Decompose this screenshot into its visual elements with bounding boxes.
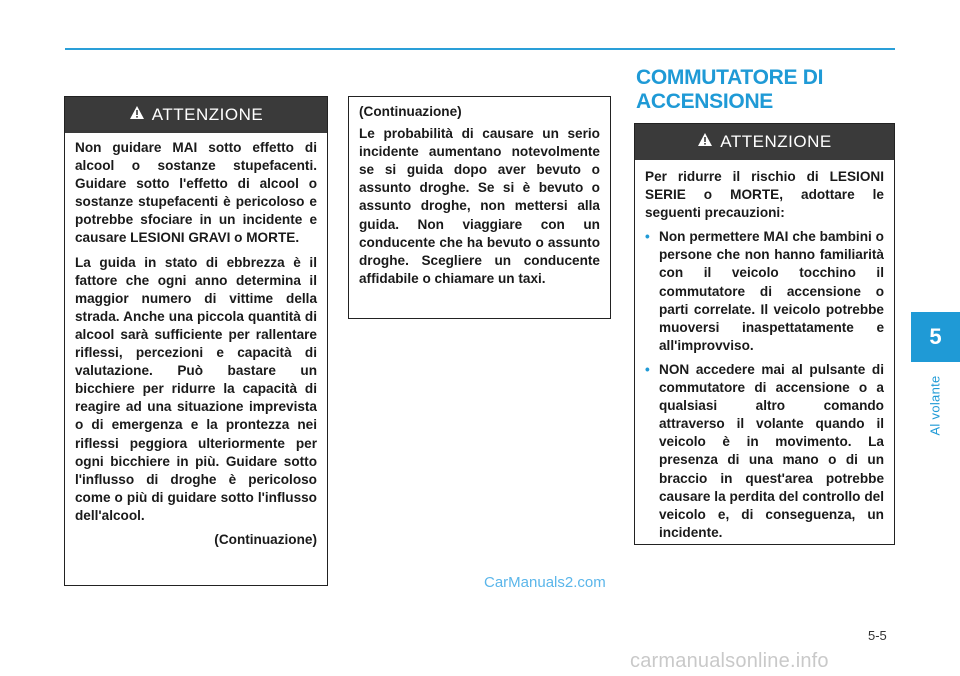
top-rule xyxy=(65,48,895,50)
list-item: • NON accedere mai al pulsante di commutatore di accensione o a qualsiasi altro comando attraverso il volante quando il veicolo è in movimento. La presenza di una mano o di un braccio in quest'area potrebbe causare la perdita del controllo del veicolo e, di conseguenza, un incidente. xyxy=(645,361,884,542)
page-number: 5-5 xyxy=(868,628,887,643)
chapter-label-text: Al volante xyxy=(927,374,943,436)
chapter-tab: 5 xyxy=(911,312,960,362)
warning-triangle-icon xyxy=(697,132,713,152)
warning-box-alcohol xyxy=(64,96,328,586)
section-title-line-1: COMMUTATORE DI xyxy=(636,66,824,89)
precautions-list xyxy=(645,228,884,542)
warning-header-label: ATTENZIONE xyxy=(720,132,832,151)
list-item: • Non permettere MAI che bambini o persone che non hanno familiarità con il veicolo tocchino il commutatore di accensione o parti correlate. Il veicolo potrebbe muoversi inaspettatamente e all'improvviso. xyxy=(645,228,884,355)
watermark-carmanualsonline: carmanualsonline.info xyxy=(630,650,829,672)
watermark-carmanuals2-text: CarManuals2.com xyxy=(484,574,606,591)
warning-box-ignition xyxy=(634,123,895,545)
continued-note: (Continuazione) xyxy=(214,531,317,547)
warning-header xyxy=(65,97,327,133)
warning-intro: Per ridurre il rischio di LESIONI SERIE o MORTE, adottare le seguenti precauzioni: xyxy=(645,169,884,221)
section-title xyxy=(636,66,823,114)
continued-text: Le probabilità di causare un serio incidente aumentano notevolmente se si guida dopo aver bevuto o assunto droghe. Se si è bevuto o assunto droghe, non mettersi alla guida. Non viaggiare con un conducente che ha bevuto o assunto droghe. Scegliere un conducente affidabile o chiamare un taxi. xyxy=(359,126,600,286)
warning-paragraph-1: Non guidare MAI sotto effetto di alcool o sostanze stupefacenti. Guidare sotto l'effetto di alcool o sostanze stupefacenti è pericoloso e potrebbe sfociare in un incidente e causare LESIONI GRAVI o MORTE. xyxy=(75,140,317,246)
warning-triangle-icon xyxy=(129,105,145,125)
continued-header: (Continuazione) xyxy=(359,104,462,119)
warning-header-label: ATTENZIONE xyxy=(151,105,264,124)
warning-paragraph-2: La guida in stato di ebbrezza è il fattore che ogni anno determina il maggior numero di vittime della strada. Anche una piccola quantità di alcool sarà sufficiente per rallentare riflessi, percezioni e capacità di valutazione. Può bastare un bicchiere per ridurre la capacità di reagire ad una situazione imprevista o di emergenza e la prontezza nei riflessi peggiora ulteriormente per ogni bicchiere in più. Guidare sotto l'influsso di droghe è pericoloso come o più di guidare sotto l'influsso dell'alcool. xyxy=(75,254,317,523)
section-title-line-2: ACCENSIONE xyxy=(636,90,774,113)
warning-box-continued xyxy=(348,96,611,319)
warning-header xyxy=(635,124,894,160)
chapter-label xyxy=(912,370,958,440)
